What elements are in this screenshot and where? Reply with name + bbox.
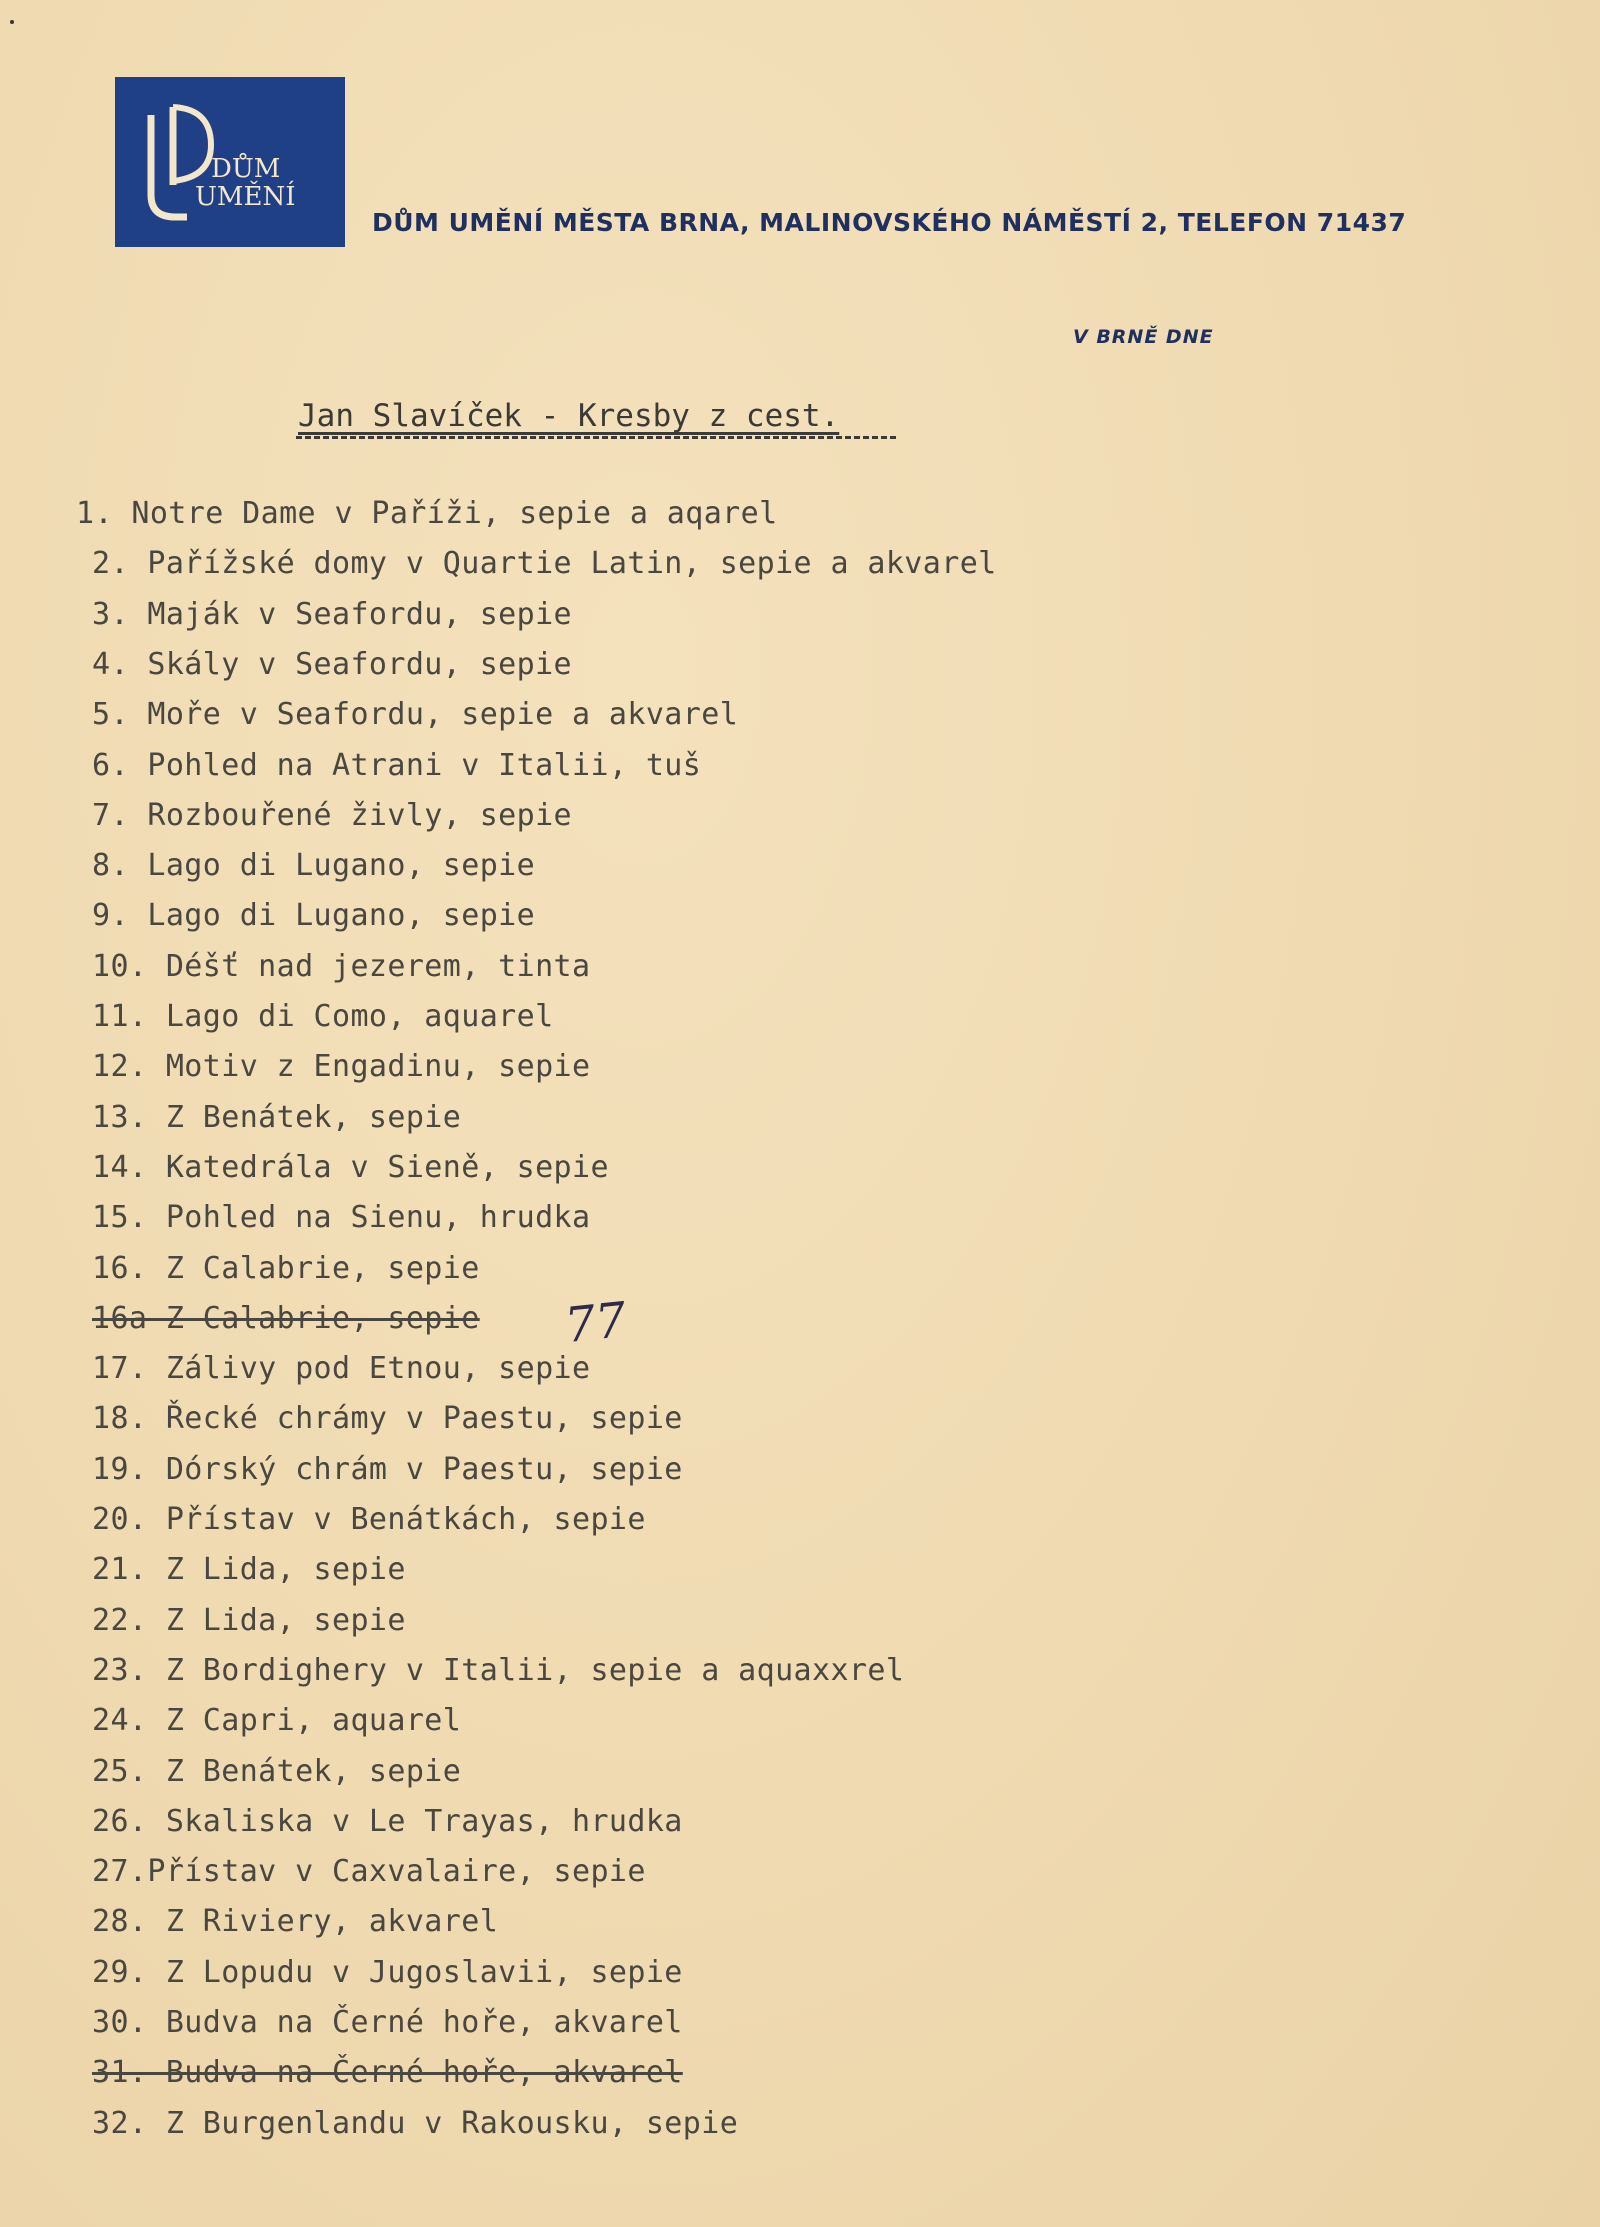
list-item: [92, 1904, 498, 1939]
list-item-text: 5. Moře v Seafordu, sepie a akvarel: [92, 697, 739, 733]
document-title: Jan Slavíček - Kresby z cest.: [298, 398, 840, 434]
list-item-text: 32. Z Burgenlandu v Rakousku, sepie: [92, 2105, 739, 2141]
list-item: [92, 1351, 590, 1386]
list-item-text: 12. Motiv z Engadinu, sepie: [92, 1049, 591, 1085]
list-item-text: 6. Pohled na Atrani v Italii, tuš: [92, 747, 702, 783]
list-item: [92, 748, 701, 783]
list-item-text: 16. Z Calabrie, sepie: [92, 1250, 480, 1286]
list-item-text: 20. Přístav v Benátkách, sepie: [92, 1502, 646, 1537]
list-item-text: 2. Pařížské domy v Quartie Latin, sepie a akvarel: [92, 546, 997, 582]
list-item: [92, 1452, 683, 1487]
list-item-text: 31. Budva na Černé hoře, akvarel: [92, 2055, 683, 2091]
list-item: [92, 898, 535, 933]
list-item: [92, 949, 590, 984]
list-item-text: 11. Lago di Como, aquarel: [92, 999, 554, 1034]
list-item: [92, 647, 572, 682]
list-item: [92, 697, 738, 732]
list-item-text: 27.Přístav v Caxvalaire, sepie: [92, 1854, 646, 1890]
list-item-text: 25. Z Benátek, sepie: [92, 1753, 462, 1789]
list-item-text: 24. Z Capri, aquarel: [92, 1703, 462, 1739]
list-item: [92, 798, 572, 833]
list-item-struck: [92, 1301, 480, 1336]
list-item-text: 26. Skaliska v Le Trayas, hrudka: [92, 1803, 683, 1839]
list-item-text: 15. Pohled na Sienu, hrudka: [92, 1200, 591, 1236]
list-item: [92, 1653, 904, 1688]
list-item-text: 7. Rozbouřené živly, sepie: [92, 797, 572, 833]
list-item: [92, 1502, 646, 1537]
list-item-text: 16a Z Calabrie, sepie: [92, 1300, 480, 1336]
list-item: [92, 1754, 461, 1789]
letterhead-address: DŮM UMĚNÍ MĚSTA BRNA, MALINOVSKÉHO NÁMĚSTÍ 2, TELEFON 71437: [372, 208, 1407, 237]
list-item-text: 21. Z Lida, sepie: [92, 1552, 406, 1588]
logo-text-dum: DŮM: [211, 154, 281, 184]
dum-umeni-logo: [115, 77, 345, 247]
list-item: [92, 2106, 738, 2141]
list-item: [92, 2005, 683, 2040]
list-item: [92, 1401, 683, 1436]
list-item-text: 13. Z Benátek, sepie: [92, 1099, 462, 1135]
list-item: [92, 1150, 609, 1185]
list-item-text: 30. Budva na Černé hoře, akvarel: [92, 2005, 683, 2040]
list-item: [92, 1100, 461, 1135]
list-item-text: 14. Katedrála v Sieně, sepie: [92, 1149, 609, 1185]
list-item: [92, 848, 535, 883]
list-item-text: 17. Zálivy pod Etnou, sepie: [92, 1351, 591, 1387]
title-underline: [296, 432, 896, 439]
list-item: [92, 1603, 406, 1638]
list-item: [92, 1251, 480, 1286]
list-item: [92, 1049, 590, 1084]
list-item: [92, 1854, 646, 1889]
date-label: V BRNĚ DNE: [1073, 326, 1214, 348]
list-item: [92, 1955, 683, 1990]
list-item-text: 19. Dórský chrám v Paestu, sepie: [92, 1451, 683, 1487]
list-item-text: 18. Řecké chrámy v Paestu, sepie: [92, 1401, 683, 1437]
list-item: [92, 1552, 406, 1587]
paper-mark: [10, 20, 14, 24]
handwritten-note: 77: [562, 1291, 629, 1355]
list-item-text: 22. Z Lida, sepie: [92, 1602, 406, 1638]
list-item-text: 4. Skály v Seafordu, sepie: [92, 646, 572, 682]
list-item-text: 9. Lago di Lugano, sepie: [92, 898, 536, 934]
list-item: [92, 1703, 461, 1738]
logo-text-umeni: UMĚNÍ: [195, 182, 296, 212]
list-item-text: 3. Maják v Seafordu, sepie: [92, 596, 572, 632]
list-item: [92, 1200, 590, 1235]
list-item: [92, 1804, 683, 1839]
list-item: [92, 597, 572, 632]
list-item-text: 28. Z Riviery, akvarel: [92, 1904, 499, 1940]
list-item: [76, 496, 778, 531]
list-item: [92, 999, 554, 1034]
list-item-text: 29. Z Lopudu v Jugoslavii, sepie: [92, 1954, 683, 1990]
list-item-text: 1. Notre Dame v Paříži, sepie a aqarel: [76, 496, 778, 531]
list-item-text: 8. Lago di Lugano, sepie: [92, 848, 536, 884]
list-item-text: 10. Déšť nad jezerem, tinta: [92, 948, 591, 984]
list-item-struck: [92, 2055, 683, 2090]
list-item-text: 23. Z Bordighery v Italii, sepie a aquaxxrel: [92, 1652, 905, 1688]
list-item: [92, 546, 997, 581]
